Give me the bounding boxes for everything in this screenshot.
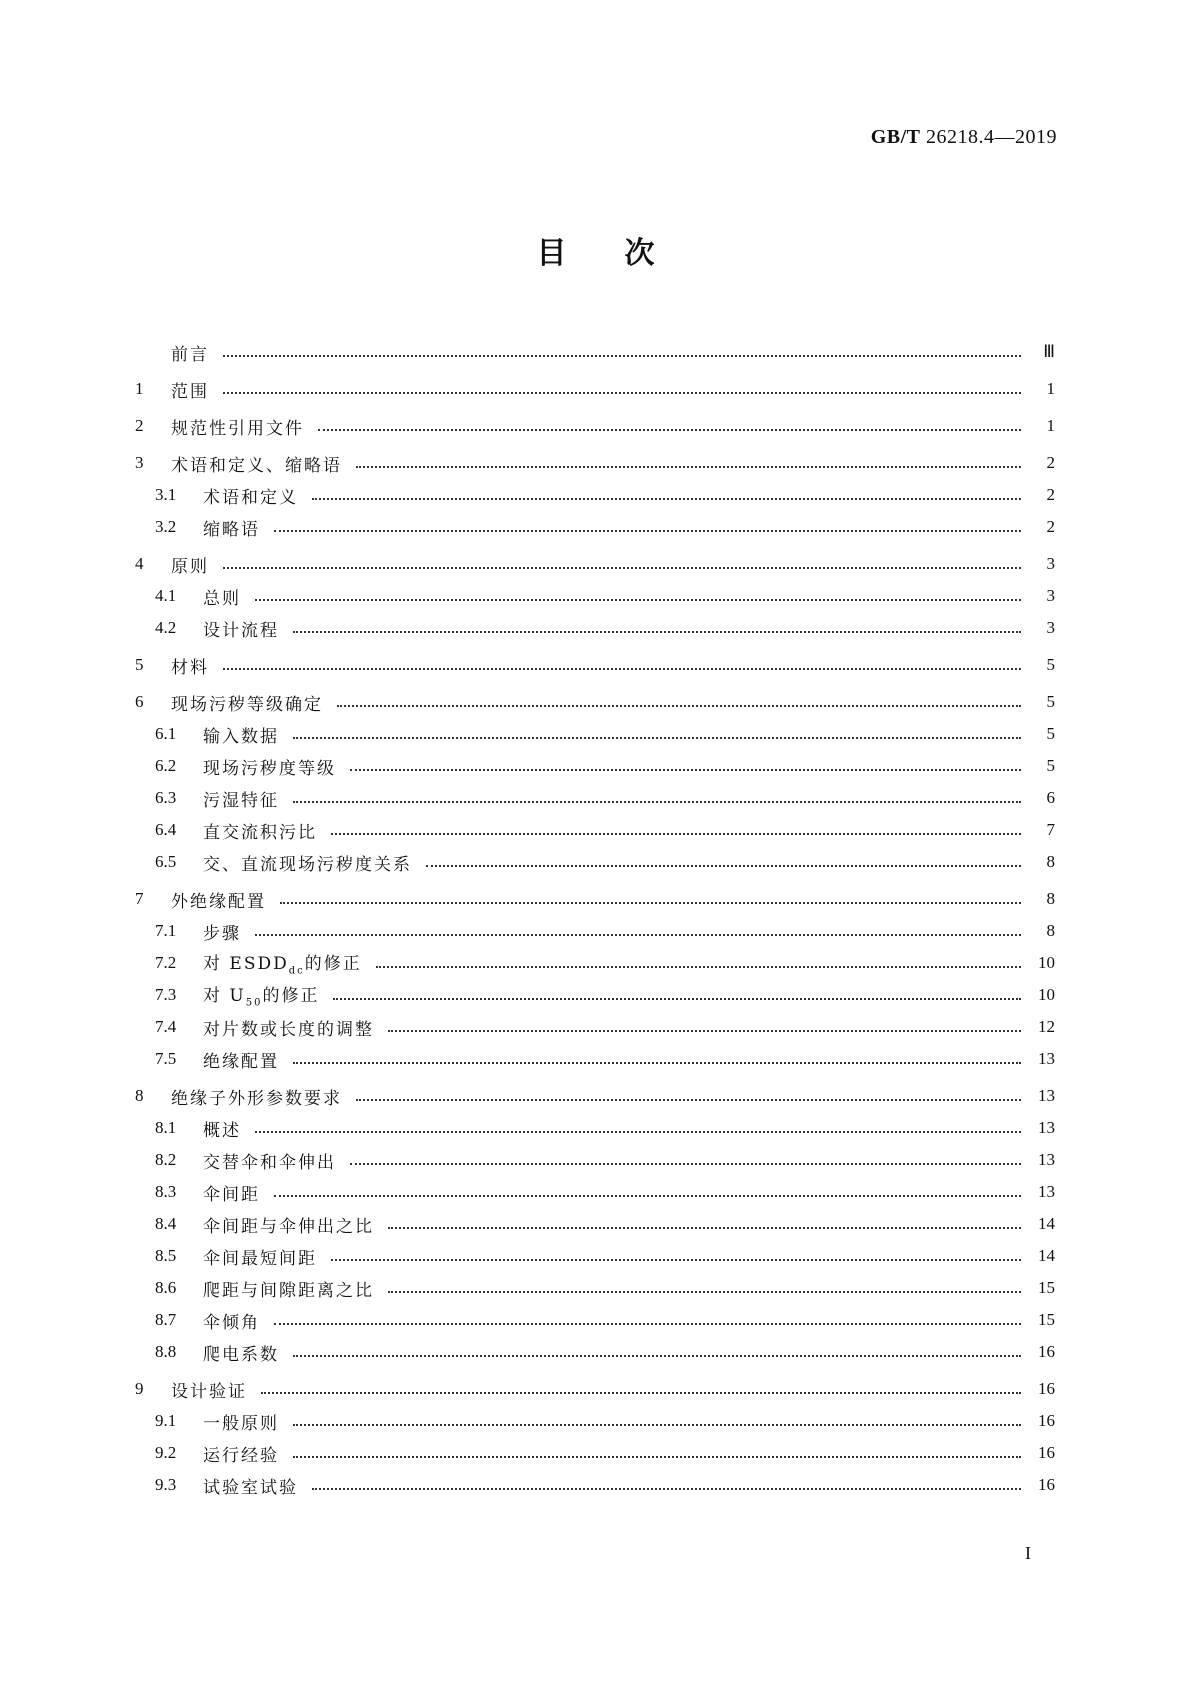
document-code: [871, 126, 1057, 149]
toc-dot-leader: [293, 737, 1021, 739]
toc-entry[interactable]: [135, 750, 1055, 782]
toc-entry-label: [203, 1441, 285, 1466]
toc-dot-leader: [426, 865, 1021, 867]
toc-entry-label: [203, 584, 247, 609]
toc-entry-number: 7.3: [155, 985, 177, 1004]
toc-entry-page: Ⅲ: [1043, 342, 1055, 361]
toc-entry-number: 8.6: [155, 1278, 177, 1297]
toc-entry-number: 9.2: [155, 1443, 177, 1462]
toc-entry-label-text: 伞倾角: [203, 1312, 260, 1333]
toc-entry-label-text: 输入数据: [203, 726, 279, 747]
toc-entry-label-text: 规范性引用文件: [171, 418, 304, 439]
toc-entry-page: 15: [1038, 1310, 1055, 1329]
toc-entry-label-text: 对 ESDD: [203, 954, 289, 975]
toc-entry[interactable]: [135, 612, 1055, 644]
toc-entry-page: 14: [1038, 1246, 1055, 1265]
toc-entry-page: 13: [1038, 1118, 1055, 1137]
toc-entry-number: 8.1: [155, 1118, 177, 1137]
toc-entry-number: 9.1: [155, 1411, 177, 1430]
toc-entry[interactable]: [135, 883, 1055, 915]
toc-dot-leader: [255, 1131, 1021, 1133]
toc-entry-page: 16: [1038, 1379, 1055, 1398]
toc-entry-label-text: 设计流程: [203, 620, 279, 641]
toc-entry-number: 3: [135, 453, 144, 472]
toc-entry[interactable]: [135, 447, 1055, 479]
toc-entry-label-text: 外绝缘配置: [171, 891, 266, 912]
toc-entry-label: [171, 414, 310, 439]
toc-dot-leader: [280, 902, 1021, 904]
table-of-contents: [135, 331, 1055, 1501]
toc-dot-leader: [255, 599, 1021, 601]
toc-entry[interactable]: [135, 373, 1055, 405]
toc-entry-page: 3: [1046, 586, 1055, 605]
toc-entry-label: [171, 653, 215, 678]
toc-dot-leader: [293, 1062, 1021, 1064]
toc-entry[interactable]: [135, 1373, 1055, 1405]
toc-entry-label-text: 绝缘配置: [203, 1051, 279, 1072]
toc-entry-label-text: 术语和定义: [203, 487, 298, 508]
toc-dot-leader: [388, 1291, 1021, 1293]
toc-entry-label: [203, 818, 323, 843]
toc-entry-page: 10: [1038, 985, 1055, 1004]
toc-entry-page: 16: [1038, 1475, 1055, 1494]
toc-entry-page: 5: [1046, 692, 1055, 711]
toc-entry-number: 2: [135, 416, 144, 435]
toc-entry-label-text: 交、直流现场污秽度关系: [203, 854, 412, 875]
toc-entry-page: 13: [1038, 1150, 1055, 1169]
toc-entry-number: 8.7: [155, 1310, 177, 1329]
toc-dot-leader: [274, 1195, 1021, 1197]
toc-entry-label-text: 原则: [171, 556, 209, 577]
toc-entry[interactable]: [135, 580, 1055, 612]
toc-entry-label-text: 伞间距与伞伸出之比: [203, 1216, 374, 1237]
toc-entry-label: [171, 1377, 253, 1402]
toc-entry-label: [203, 1212, 380, 1237]
toc-dot-leader: [293, 1424, 1021, 1426]
toc-entry-number: 7.5: [155, 1049, 177, 1068]
toc-dot-leader: [331, 1259, 1021, 1261]
toc-entry-label-text: 绝缘子外形参数要求: [171, 1088, 342, 1109]
toc-entry-label-text: 对片数或长度的调整: [203, 1019, 374, 1040]
toc-entry[interactable]: [135, 782, 1055, 814]
toc-entry-number: 3.2: [155, 517, 177, 536]
toc-entry-number: 7.2: [155, 953, 177, 972]
toc-dot-leader: [223, 392, 1021, 394]
toc-entry-page: 13: [1038, 1049, 1055, 1068]
toc-entry-number: 8.8: [155, 1342, 177, 1361]
toc-entry-label-text: 直交流积污比: [203, 822, 317, 843]
toc-entry-number: 6.2: [155, 756, 177, 775]
toc-entry-label: [203, 1116, 247, 1141]
toc-entry-page: 16: [1038, 1443, 1055, 1462]
toc-entry-label: [171, 377, 215, 402]
toc-entry-number: 8.2: [155, 1150, 177, 1169]
toc-dot-leader: [356, 466, 1021, 468]
toc-entry-label-text: 对 U: [203, 986, 246, 1007]
toc-entry-label: [203, 1148, 342, 1173]
toc-entry[interactable]: [135, 915, 1055, 947]
toc-entry-page: 2: [1046, 453, 1055, 472]
toc-entry-label-text: 术语和定义、缩略语: [171, 455, 342, 476]
toc-dot-leader: [388, 1030, 1021, 1032]
toc-dot-leader: [312, 498, 1021, 500]
toc-entry-number: 9.3: [155, 1475, 177, 1494]
toc-entry[interactable]: [135, 410, 1055, 442]
toc-entry-number: 8.4: [155, 1214, 177, 1233]
toc-entry-label-suffix: 的修正: [262, 986, 320, 1007]
toc-dot-leader: [255, 934, 1021, 936]
toc-entry-label: [203, 981, 325, 1008]
toc-dot-leader: [223, 355, 1021, 357]
toc-entry-label-text: 伞间距: [203, 1184, 260, 1205]
toc-entry-number: 7.4: [155, 1017, 177, 1036]
toc-entry-number: 3.1: [155, 485, 177, 504]
toc-entry-label: [203, 483, 304, 508]
toc-entry-label-text: 运行经验: [203, 1445, 279, 1466]
toc-entry[interactable]: [135, 1011, 1055, 1043]
toc-entry-label-text: 伞间最短间距: [203, 1248, 317, 1269]
toc-entry-number: 6: [135, 692, 144, 711]
toc-dot-leader: [274, 530, 1021, 532]
toc-entry-label: [203, 1180, 266, 1205]
toc-entry-number: 7: [135, 889, 144, 908]
toc-dot-leader: [261, 1392, 1021, 1394]
toc-dot-leader: [223, 668, 1021, 670]
toc-entry-page: 5: [1046, 756, 1055, 775]
toc-dot-leader: [318, 429, 1021, 431]
toc-dot-leader: [312, 1488, 1021, 1490]
toc-dot-leader: [350, 769, 1021, 771]
toc-entry[interactable]: [135, 1112, 1055, 1144]
toc-entry-page: 1: [1046, 416, 1055, 435]
toc-entry-label: [203, 1473, 304, 1498]
toc-entry-label: [203, 1308, 266, 1333]
toc-entry[interactable]: [135, 979, 1055, 1011]
toc-entry-label-text: 爬电系数: [203, 1344, 279, 1365]
toc-entry-label: [203, 1409, 285, 1434]
toc-entry-label-text: 设计验证: [171, 1381, 247, 1402]
toc-entry[interactable]: [135, 1272, 1055, 1304]
toc-dot-leader: [293, 1456, 1021, 1458]
toc-entry-label-text: 爬距与间隙距离之比: [203, 1280, 374, 1301]
toc-entry-label-text: 总则: [203, 588, 241, 609]
toc-entry-page: 5: [1046, 724, 1055, 743]
toc-entry-page: 8: [1046, 921, 1055, 940]
toc-entry-page: 3: [1046, 618, 1055, 637]
toc-entry[interactable]: [135, 718, 1055, 750]
toc-entry[interactable]: [135, 1080, 1055, 1112]
toc-entry-label: [171, 451, 348, 476]
toc-entry-page: 6: [1046, 788, 1055, 807]
toc-entry-number: 4.1: [155, 586, 177, 605]
toc-entry-label: [203, 515, 266, 540]
toc-entry-number: 1: [135, 379, 144, 398]
toc-entry-number: 6.5: [155, 852, 177, 871]
toc-entry-page: 12: [1038, 1017, 1055, 1036]
toc-entry-page: 2: [1046, 517, 1055, 536]
toc-entry-number: 5: [135, 655, 144, 674]
toc-entry-number: 4.2: [155, 618, 177, 637]
toc-entry-number: 6.4: [155, 820, 177, 839]
toc-entry[interactable]: [135, 1304, 1055, 1336]
toc-entry[interactable]: [135, 814, 1055, 846]
toc-entry-page: 2: [1046, 485, 1055, 504]
toc-entry[interactable]: [135, 1405, 1055, 1437]
toc-entry-label: [203, 1340, 285, 1365]
toc-dot-leader: [223, 567, 1021, 569]
toc-entry-label-text: 材料: [171, 657, 209, 678]
toc-entry-label: [171, 690, 329, 715]
toc-entry-label: [203, 722, 285, 747]
toc-entry-label-text: 现场污秽等级确定: [171, 694, 323, 715]
toc-entry[interactable]: [135, 479, 1055, 511]
toc-entry-label: [171, 1084, 348, 1109]
toc-entry-page: 8: [1046, 852, 1055, 871]
toc-entry-page: 1: [1046, 379, 1055, 398]
toc-entry-label: [203, 949, 368, 976]
toc-entry-label: [203, 1276, 380, 1301]
toc-entry-page: 10: [1038, 953, 1055, 972]
toc-entry-number: 7.1: [155, 921, 177, 940]
toc-entry-label-text: 缩略语: [203, 519, 260, 540]
toc-dot-leader: [274, 1323, 1021, 1325]
toc-entry-label: [203, 850, 418, 875]
toc-entry-label: [203, 919, 247, 944]
toc-entry[interactable]: [135, 1176, 1055, 1208]
toc-dot-leader: [337, 705, 1021, 707]
toc-entry[interactable]: [135, 1469, 1055, 1501]
toc-entry-label: [203, 754, 342, 779]
toc-entry-label: [203, 1047, 285, 1072]
toc-entry[interactable]: [135, 649, 1055, 681]
toc-entry-label-text: 范围: [171, 381, 209, 402]
toc-entry-label-text: 试验室试验: [203, 1477, 298, 1498]
toc-entry-label-text: 污湿特征: [203, 790, 279, 811]
toc-entry-number: 9: [135, 1379, 144, 1398]
toc-entry[interactable]: [135, 336, 1055, 368]
toc-entry[interactable]: [135, 1144, 1055, 1176]
toc-entry-number: 4: [135, 554, 144, 573]
page-title: 目次: [536, 236, 713, 271]
toc-entry-label-subscript: 50: [245, 997, 263, 1009]
toc-dot-leader: [331, 833, 1021, 835]
toc-dot-leader: [293, 1355, 1021, 1357]
toc-dot-leader: [293, 631, 1021, 633]
toc-entry-number: 6.3: [155, 788, 177, 807]
toc-dot-leader: [376, 966, 1021, 968]
toc-entry-label-text: 现场污秽度等级: [203, 758, 336, 779]
toc-entry[interactable]: [135, 1336, 1055, 1368]
document-code-prefix: GB/T: [870, 126, 921, 148]
toc-entry-page: 16: [1038, 1411, 1055, 1430]
toc-entry-label-subscript: dc: [288, 965, 305, 977]
toc-entry-page: 8: [1046, 889, 1055, 908]
footer-page-number: I: [1025, 1543, 1031, 1563]
toc-entry-label-text: 前言: [171, 344, 209, 365]
toc-entry-page: 5: [1046, 655, 1055, 674]
toc-entry-label-suffix: 的修正: [304, 954, 362, 975]
document-code-number: 26218.4—2019: [920, 126, 1057, 148]
toc-entry[interactable]: [135, 686, 1055, 718]
toc-entry-page: 13: [1038, 1086, 1055, 1105]
toc-dot-leader: [293, 801, 1021, 803]
toc-entry-label-text: 一般原则: [203, 1413, 279, 1434]
toc-entry[interactable]: [135, 511, 1055, 543]
toc-entry-number: 8.5: [155, 1246, 177, 1265]
toc-entry-label: [203, 786, 285, 811]
toc-entry-page: 3: [1046, 554, 1055, 573]
toc-entry-label: [203, 1015, 380, 1040]
toc-entry-number: 8.3: [155, 1182, 177, 1201]
toc-entry[interactable]: [135, 548, 1055, 580]
toc-entry-label: [171, 887, 272, 912]
toc-entry-label: [203, 616, 285, 641]
toc-entry-label: [171, 340, 215, 365]
toc-entry-page: 7: [1046, 820, 1055, 839]
toc-entry[interactable]: [135, 1437, 1055, 1469]
toc-entry-label-text: 交替伞和伞伸出: [203, 1152, 336, 1173]
toc-entry-page: 15: [1038, 1278, 1055, 1297]
toc-entry-label: [203, 1244, 323, 1269]
toc-entry-label: [171, 552, 215, 577]
toc-entry[interactable]: [135, 1208, 1055, 1240]
toc-entry-page: 13: [1038, 1182, 1055, 1201]
toc-dot-leader: [356, 1099, 1021, 1101]
toc-entry[interactable]: [135, 846, 1055, 878]
toc-entry-page: 16: [1038, 1342, 1055, 1361]
toc-dot-leader: [333, 998, 1021, 1000]
toc-dot-leader: [388, 1227, 1021, 1229]
toc-entry[interactable]: [135, 947, 1055, 979]
toc-entry-number: 8: [135, 1086, 144, 1105]
toc-entry[interactable]: [135, 1240, 1055, 1272]
toc-entry[interactable]: [135, 1043, 1055, 1075]
toc-dot-leader: [350, 1163, 1021, 1165]
toc-entry-label-text: 概述: [203, 1120, 241, 1141]
toc-entry-page: 14: [1038, 1214, 1055, 1233]
toc-entry-number: 6.1: [155, 724, 177, 743]
toc-entry-label-text: 步骤: [203, 923, 241, 944]
